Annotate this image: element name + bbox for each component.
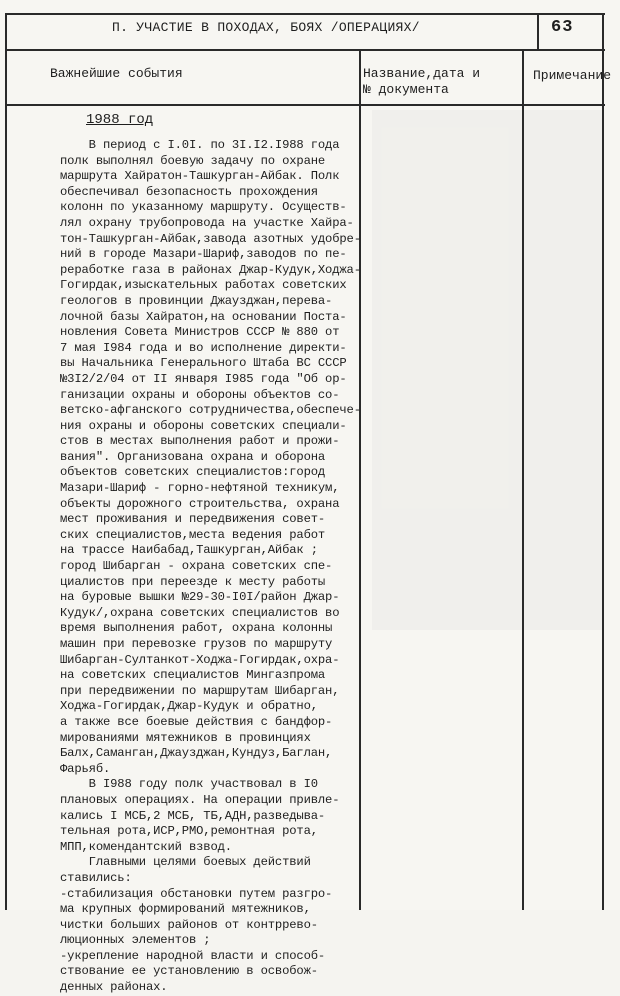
- text-line: а также все боевые действия с бандфор-: [60, 714, 333, 729]
- text-line: машин при перевозке грузов по маршруту: [60, 637, 333, 651]
- column-header-border: [5, 104, 605, 106]
- text-line: лочной базы Хайратон,на основании Поста-: [60, 309, 347, 324]
- text-line: лял охрану трубопровода на участке Хайра-: [60, 215, 354, 230]
- column-header-events: Важнейшие события: [50, 66, 183, 81]
- text-line: №3I2/2/04 от II января I985 года "Об ор-: [60, 371, 347, 386]
- text-line: Мазари-Шариф - горно-нефтяной техникум,: [60, 481, 340, 496]
- text-line: чистки больших районов от контррево-: [60, 917, 318, 932]
- text-line: В I988 году полк участвовал в I0: [60, 777, 318, 792]
- text-line: 7 мая I984 года и во исполнение директи-: [60, 340, 347, 355]
- text-line: ставились:: [60, 870, 132, 885]
- text-line: ма крупных формирований мятежников,: [60, 902, 311, 917]
- text-line: объекты дорожного строительства, охрана: [60, 496, 340, 511]
- text-line: маршрута Хайратон-Ташкурган-Айбак. Полк: [60, 169, 340, 184]
- text-line: ветско-афганского сотрудничества,обеспече-: [60, 403, 361, 418]
- year-heading: 1988 год: [86, 112, 154, 128]
- header-border: [5, 49, 605, 51]
- section-title: П. УЧАСТИЕ В ПОХОДАХ, БОЯХ /ОПЕРАЦИЯХ/: [112, 20, 420, 35]
- text-line: тельная рота,ИСР,РМО,ремонтная рота,: [60, 824, 318, 839]
- text-line: реработке газа в районах Джар-Кудук,Ходжа-: [60, 262, 361, 277]
- page-number-divider: [537, 13, 539, 50]
- top-border: [5, 13, 605, 15]
- text-line: вы Начальника Генерального Штаба ВС СССР: [60, 356, 347, 371]
- text-line: В период с I.0I. по 3I.I2.I988 года: [60, 138, 340, 152]
- text-line: ния охраны и обороны советских специали-: [60, 418, 347, 433]
- column-header-note: Примечание: [533, 68, 612, 83]
- text-line: Гогирдак,изыскательных работах советских: [60, 278, 347, 293]
- text-line: тон-Ташкурган-Айбак,завода азотных удобре-: [60, 231, 361, 246]
- text-line: плановых операциях. На операции привле-: [60, 792, 340, 807]
- text-line: ний в городе Мазари-Шариф,заводов по пе-: [60, 247, 347, 262]
- text-line: полк выполнял боевую задачу по охране: [60, 153, 326, 168]
- text-line: мест проживания и передвижения совет-: [60, 512, 326, 527]
- text-line: люционных элементов ;: [60, 933, 211, 948]
- text-line: ствование ее установлению в освобож-: [60, 964, 318, 979]
- text-line: время выполнения работ, охрана колонны: [60, 621, 333, 636]
- text-line: вания". Организована охрана и оборона: [60, 449, 326, 464]
- text-line: -стабилизация обстановки путем разгро-: [60, 886, 333, 901]
- text-line: Кудук/,охрана советских специалистов во: [60, 605, 340, 620]
- text-line: колонн по указанному маршруту. Осуществ-: [60, 200, 347, 215]
- text-line: Фарьяб.: [60, 761, 111, 776]
- text-line: ганизации охраны и обороны объектов со-: [60, 387, 340, 402]
- text-line: денных районах.: [60, 980, 168, 995]
- text-line: стов в местах выполнения работ и прожи-: [60, 434, 340, 449]
- text-line: город Шибарган - охрана советских спе-: [60, 559, 333, 574]
- page-number: 63: [551, 18, 574, 37]
- text-line: Балх,Саманган,Джаузджан,Кундуз,Баглан,: [60, 746, 333, 761]
- text-line: МПП,комендантский взвод.: [60, 839, 232, 854]
- text-line: циалистов при переезде к месту работы: [60, 574, 326, 589]
- text-line: на буровые вышки №29-30-I0I/район Джар-: [60, 590, 340, 605]
- left-border: [5, 13, 7, 910]
- right-border: [602, 13, 604, 910]
- text-line: на трассе Наибабад,Ташкурган,Айбак ;: [60, 543, 318, 558]
- text-line: Главными целями боевых действий: [60, 855, 311, 870]
- text-line: ских специалистов,места ведения работ: [60, 527, 326, 542]
- document-column-divider: [522, 49, 524, 910]
- text-line: геологов в провинции Джаузджан,перева-: [60, 293, 333, 308]
- text-line: на советских специалистов Мингазпрома: [60, 668, 326, 683]
- text-line: кались I МСБ,2 МСБ, ТБ,АДН,разведыва-: [60, 808, 326, 823]
- text-line: объектов советских специалистов:город: [60, 465, 326, 480]
- column-header-document: Название,дата и № документа: [363, 66, 481, 97]
- events-text: [60, 138, 360, 996]
- text-line: мированиями мятежников в провинциях: [60, 730, 311, 745]
- text-line: -укрепление народной власти и способ-: [60, 948, 326, 963]
- text-line: новления Совета Министров СССР № 880 от: [60, 325, 340, 340]
- bleed-through-area: [372, 110, 602, 630]
- text-line: Шибарган-Султанкот-Ходжа-Гогирдак,охра-: [60, 652, 340, 667]
- text-line: при передвижении по маршрутам Шибарган,: [60, 683, 340, 698]
- text-line: обеспечивал безопасность прохождения: [60, 184, 318, 199]
- text-line: Ходжа-Гогирдак,Джар-Кудук и обратно,: [60, 699, 318, 714]
